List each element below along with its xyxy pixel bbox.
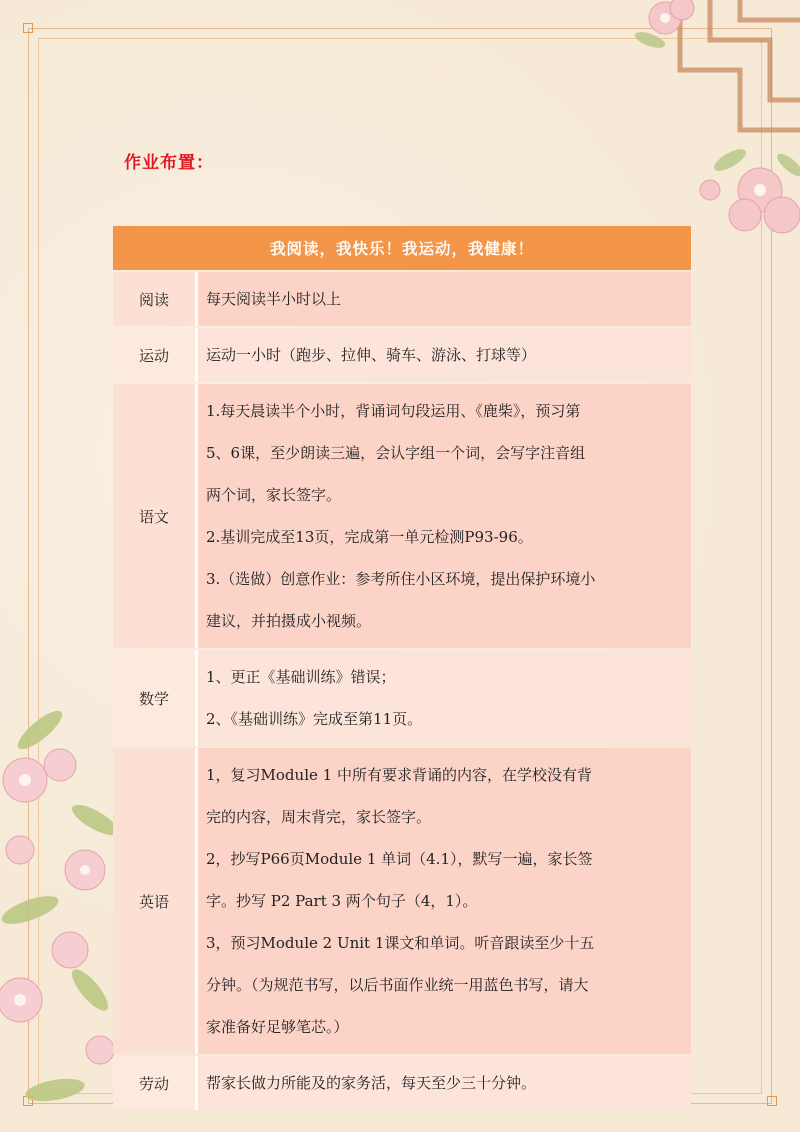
table-row — [113, 1056, 691, 1110]
content-cell — [198, 328, 691, 382]
table-title: 我阅读，我快乐！我运动，我健康！ — [113, 226, 691, 270]
table-row — [113, 328, 691, 382]
assignment-heading: 作业布置： — [124, 153, 214, 173]
table-row — [113, 650, 691, 746]
content-line: 3，预习Module 2 Unit 1课文和单词。听音跟读至少十五 — [206, 934, 595, 952]
content-line: 每天阅读半小时以上 — [206, 290, 342, 308]
content-line: 字。抄写 P2 Part 3 两个句子（4，1）。 — [206, 892, 478, 910]
content-cell — [198, 650, 691, 746]
content-line: 1，复习Module 1 中所有要求背诵的内容，在学校没有背 — [206, 766, 592, 784]
content-cell — [198, 384, 691, 648]
content-line: 两个词，家长签字。 — [206, 486, 342, 504]
content-cell — [198, 748, 691, 1054]
corner-ornament — [23, 23, 33, 33]
content-line: 5、6课，至少朗读三遍，会认字组一个词，会写字注音组 — [206, 444, 586, 462]
content-cell — [198, 1056, 691, 1110]
corner-ornament — [767, 1096, 777, 1106]
table-row — [113, 272, 691, 326]
subject-cell: 运动 — [113, 328, 198, 382]
left-blossom-decoration — [0, 670, 130, 1132]
table-row — [113, 748, 691, 1054]
subject-cell: 劳动 — [113, 1056, 198, 1110]
subject-cell: 阅读 — [113, 272, 198, 326]
content-line: 分钟。（为规范书写，以后书面作业统一用蓝色书写，请大 — [206, 976, 589, 994]
content-line: 2、《基础训练》完成至第11页。 — [206, 710, 423, 728]
content-line: 运动一小时（跑步、拉伸、骑车、游泳、打球等） — [206, 346, 537, 364]
table-row — [113, 384, 691, 648]
homework-table — [113, 224, 691, 1112]
content-cell — [198, 272, 691, 326]
content-line: 3.（选做）创意作业：参考所住小区环境，提出保护环境小 — [206, 570, 596, 588]
content-line: 家准备好足够笔芯。） — [206, 1018, 349, 1036]
content-line: 2.基训完成至13页，完成第一单元检测P93-96。 — [206, 528, 533, 546]
content-line: 1.每天晨读半个小时，背诵词句段运用、《鹿柴》，预习第 — [206, 402, 581, 420]
content-line: 1、更正《基础训练》错误； — [206, 668, 396, 686]
content-line: 2，抄写P66页Module 1 单词（4.1），默写一遍，家长签 — [206, 850, 593, 868]
content-line: 帮家长做力所能及的家务活，每天至少三十分钟。 — [206, 1074, 537, 1092]
subject-cell: 语文 — [113, 384, 198, 648]
subject-cell: 英语 — [113, 748, 198, 1054]
subject-cell: 数学 — [113, 650, 198, 746]
content-line: 建议，并拍摄成小视频。 — [206, 612, 372, 630]
content-line: 完的内容，周末背完，家长签字。 — [206, 808, 432, 826]
